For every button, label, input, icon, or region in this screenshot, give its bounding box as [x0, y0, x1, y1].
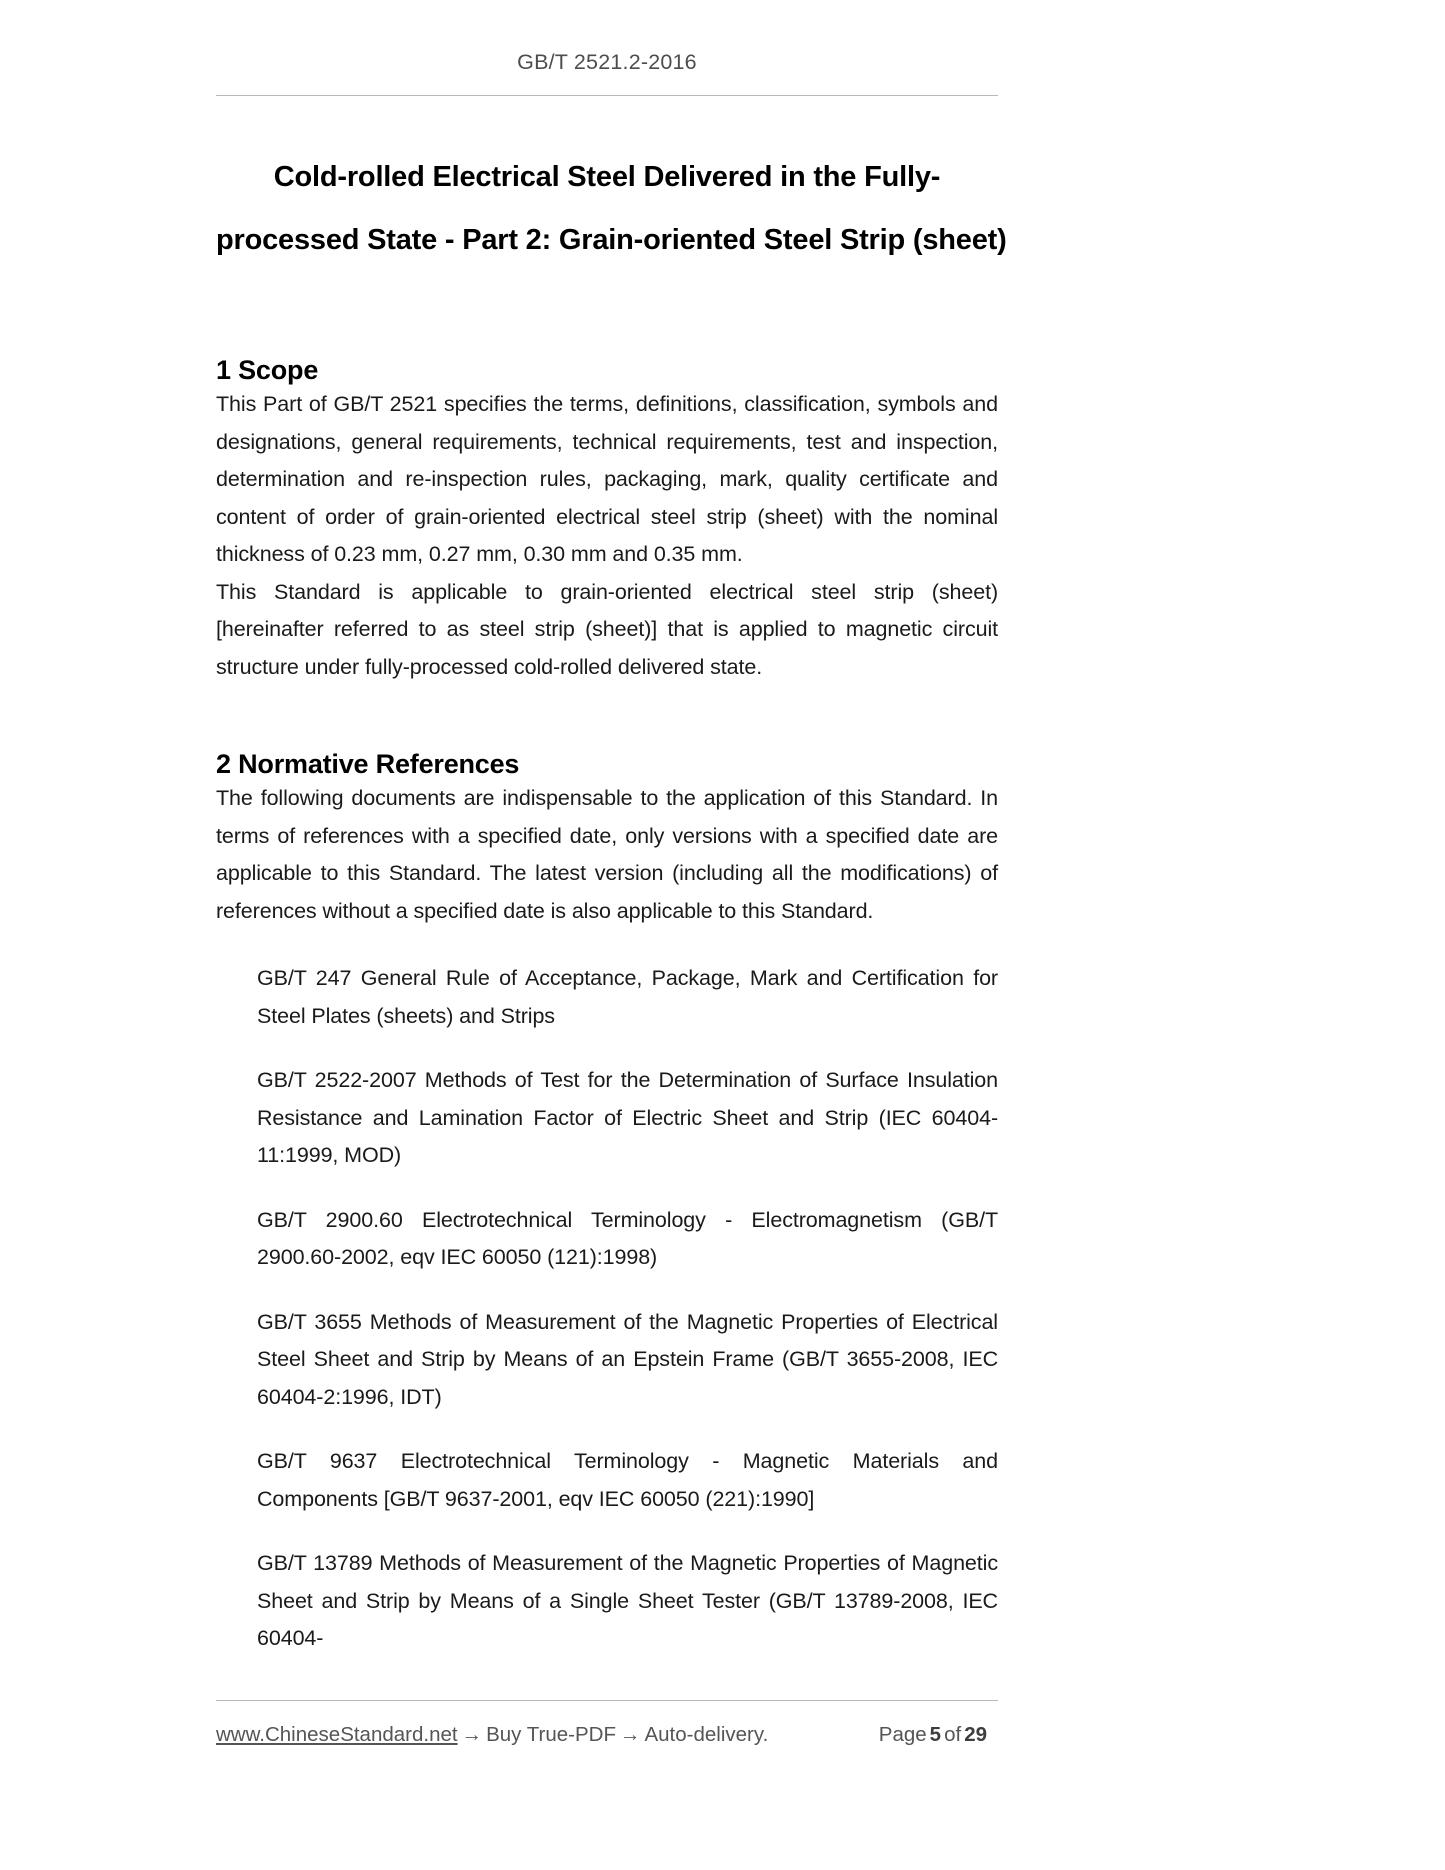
heading-scope: 1 Scope — [216, 355, 319, 385]
reference-item: GB/T 13789 Methods of Measurement of the Magnetic Properties of Magnetic Sheet and Strip by Means of a Single Sheet Tester (GB/T 13789-2008, IEC 60404- — [257, 1551, 998, 1650]
section-scope — [216, 354, 998, 686]
heading-normative-references: 2 Normative References — [216, 749, 520, 779]
of-label: of — [944, 1723, 962, 1746]
page-label: Page — [878, 1723, 927, 1746]
document-title-line-1: Cold-rolled Electrical Steel Delivered in the Fully- — [273, 161, 941, 193]
reference-item: GB/T 3655 Methods of Measurement of the Magnetic Properties of Electrical Steel Sheet and Strip by Means of an Epstein Frame (GB/T 3655-2008, IEC 60404-2:1996, IDT) — [257, 1309, 998, 1409]
page-footer — [216, 1700, 998, 1747]
chinese-standard-link[interactable]: www.ChineseStandard.net — [216, 1723, 458, 1746]
page-content — [216, 0, 1007, 1658]
page-indicator — [879, 1723, 998, 1747]
total-pages: 29 — [964, 1723, 987, 1746]
scope-paragraph-1: This Part of GB/T 2521 specifies the terms, definitions, classification, symbols and designations, general requirements, technical requirements, test and inspection, determination and re-inspection rules, packaging, mark, quality certificate and content of order of grain-oriented electrical steel strip (sheet) with the nominal thickness of 0.23 mm, 0.27 mm, 0.30 mm and 0.35 mm. — [216, 392, 998, 566]
reference-item: GB/T 247 General Rule of Acceptance, Package, Mark and Certification for Steel Plates (sheets) and Strips — [257, 966, 998, 1028]
scope-paragraph-2: This Standard is applicable to grain-oriented electrical steel strip (sheet) [hereinafter referred to as steel strip (sheet)] that is applied to magnetic circuit structure under fully-processed cold-rolled delivered state. — [216, 579, 998, 679]
reference-item: GB/T 9637 Electrotechnical Terminology - Magnetic Materials and Components [GB/T 9637-2001, eqv IEC 60050 (221):1990] — [257, 1449, 998, 1511]
document-title-line-2: processed State - Part 2: Grain-oriented Steel Strip (sheet) — [216, 224, 1007, 256]
arrow-right-icon-2: → — [619, 1723, 641, 1746]
footer-promo — [216, 1723, 768, 1747]
reference-item: GB/T 2900.60 Electrotechnical Terminology - Electromagnetism (GB/T 2900.60-2002, eqv IEC 60050 (121):1998) — [257, 1207, 998, 1269]
normative-references-intro: The following documents are indispensable to the application of this Standard. In terms of references with a specified date, only versions with a specified date are applicable to this Standard. The latest version (including all the modifications) of references without a specified date is also applicable to this Standard. — [216, 786, 998, 923]
document-title — [216, 146, 1007, 272]
standard-code-header: GB/T 2521.2-2016 — [517, 50, 697, 74]
reference-item: GB/T 2522-2007 Methods of Test for the Determination of Surface Insulation Resistance and Lamination Factor of Electric Sheet and Strip (IEC 60404-11:1999, MOD) — [257, 1068, 998, 1167]
footer-divider — [216, 1700, 998, 1701]
footer-row — [216, 1723, 998, 1747]
section-normative-references — [216, 748, 998, 1658]
footer-promo-delivery: Auto-delivery. — [644, 1723, 769, 1746]
reference-list — [216, 960, 998, 1658]
footer-promo-buy: Buy True-PDF — [486, 1723, 616, 1746]
header-divider — [216, 95, 998, 96]
page-header — [216, 0, 998, 75]
page-number: 5 — [929, 1723, 942, 1746]
arrow-right-icon-1: → — [461, 1723, 483, 1746]
